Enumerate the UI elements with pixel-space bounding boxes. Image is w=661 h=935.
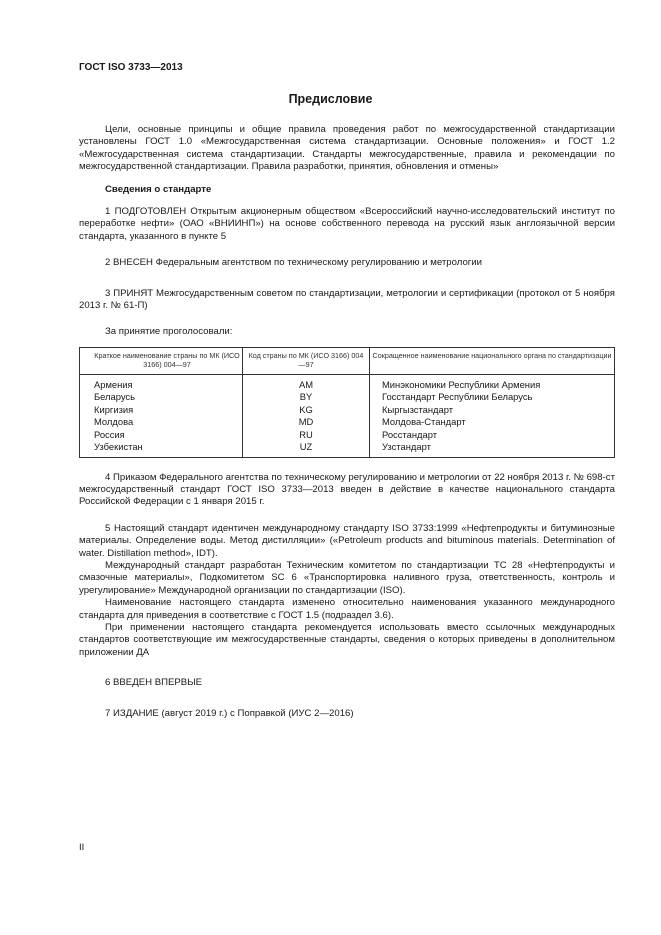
table-row — [80, 429, 615, 441]
page-number: II — [79, 842, 85, 853]
body-cell: Кыргызстандарт — [370, 404, 615, 416]
code-cell: BY — [243, 391, 370, 403]
table-row — [80, 391, 615, 403]
code-cell: MD — [243, 416, 370, 428]
intro-paragraph: Цели, основные принципы и общие правила проведения работ по межгосударственной стандартизации установлены ГОСТ 1.0 «Межгосударственная система стандартизации. Основные положения» и ГОСТ 1.2 «Межгосударственная система стандартизации. Стандарты межгосударственные, правила и рекомендации по межгосударственной стандартизации. Правила разработки, принятия, обновления и отмены» — [79, 124, 615, 173]
country-cell: Беларусь — [80, 391, 243, 403]
country-cell: Киргизия — [80, 404, 243, 416]
table-row — [80, 441, 615, 457]
vote-intro: За принятие проголосовали: — [105, 326, 233, 338]
item-1: 1 ПОДГОТОВЛЕН Открытым акционерным обществом «Всероссийский научно-исследовательский институт по переработке нефти» (ОАО «ВНИИНП») на основе собственного перевода на русский язык англоязычной версии стандарта, указанного в пункте 5 — [79, 206, 615, 242]
item-5: 5 Настоящий стандарт идентичен международному стандарту ISO 3733:1999 «Нефтепродукты и битуминозные материалы. Определение воды. Метод дистилляции» («Petroleum products and bituminous materials. Determination of water. Distillation method», IDT). — [79, 522, 615, 559]
country-cell: Молдова — [80, 416, 243, 428]
header-code: Код страны по МК (ИСО 3166) 004—97 — [243, 347, 370, 374]
body-cell: Молдова-Стандарт — [370, 416, 615, 428]
body-cell: Минэкономики Республики Армения — [370, 375, 615, 392]
item-5-paragraph-4: При применении настоящего стандарта рекомендуется использовать вместо ссылочных международных стандартов соответствующие им межгосударственные стандарты, сведения о которых приведены в дополнительном приложении ДА — [79, 621, 615, 658]
table-row — [80, 404, 615, 416]
country-cell: Россия — [80, 429, 243, 441]
country-cell: Узбекистан — [80, 441, 243, 457]
table-row — [80, 375, 615, 392]
code-cell: RU — [243, 429, 370, 441]
item-4: 4 Приказом Федерального агентства по техническому регулированию и метрологии от 22 ноября 2013 г. № 698-ст межгосударственный стандарт ГОСТ ISO 3733—2013 введен в действие в качестве национального стандарта Российской Федерации с 1 января 2015 г. — [79, 471, 615, 508]
info-heading: Сведения о стандарте — [105, 183, 212, 195]
body-cell: Госстандарт Республики Беларусь — [370, 391, 615, 403]
standard-code-header: ГОСТ ISO 3733—2013 — [79, 62, 183, 73]
item-5-paragraph-3: Наименование настоящего стандарта изменено относительно наименования указанного международного стандарта для приведения в соответствие с ГОСТ 1.5 (подраздел 3.6). — [79, 597, 615, 621]
code-cell: UZ — [243, 441, 370, 457]
page-title: Предисловие — [288, 92, 373, 106]
table-row — [80, 416, 615, 428]
item-2: 2 ВНЕСЕН Федеральным агентством по техническому регулированию и метрологии — [105, 257, 483, 269]
header-body: Сокращенное наименование национального органа по стандартизации — [370, 347, 615, 374]
table-header-row — [80, 347, 615, 374]
country-cell: Армения — [80, 375, 243, 392]
header-country: Краткое наименование страны по МК (ИСО 3166) 004—97 — [80, 347, 243, 374]
foreword-content — [79, 124, 615, 720]
item-5-paragraph-2: Международный стандарт разработан Техническим комитетом по стандартизации TC 28 «Нефтепродукты и смазочные материалы», Подкомитетом SC 6 «Транспортировка наливного груза, ответственность, контроль и урегулирование» Международной организации по стандартизации (ISO). — [79, 559, 615, 596]
body-cell: Узстандарт — [370, 441, 615, 457]
item-6: 6 ВВЕДЕН ВПЕРВЫЕ — [105, 677, 203, 689]
body-cell: Росстандарт — [370, 429, 615, 441]
code-cell: AM — [243, 375, 370, 392]
item-7: 7 ИЗДАНИЕ (август 2019 г.) с Поправкой (ИУС 2—2016) — [105, 707, 354, 719]
item-3: 3 ПРИНЯТ Межгосударственным советом по стандартизации, метрологии и сертификации (протокол от 5 ноября 2013 г. № 61-П) — [79, 287, 615, 312]
code-cell: KG — [243, 404, 370, 416]
voting-table — [79, 347, 615, 458]
